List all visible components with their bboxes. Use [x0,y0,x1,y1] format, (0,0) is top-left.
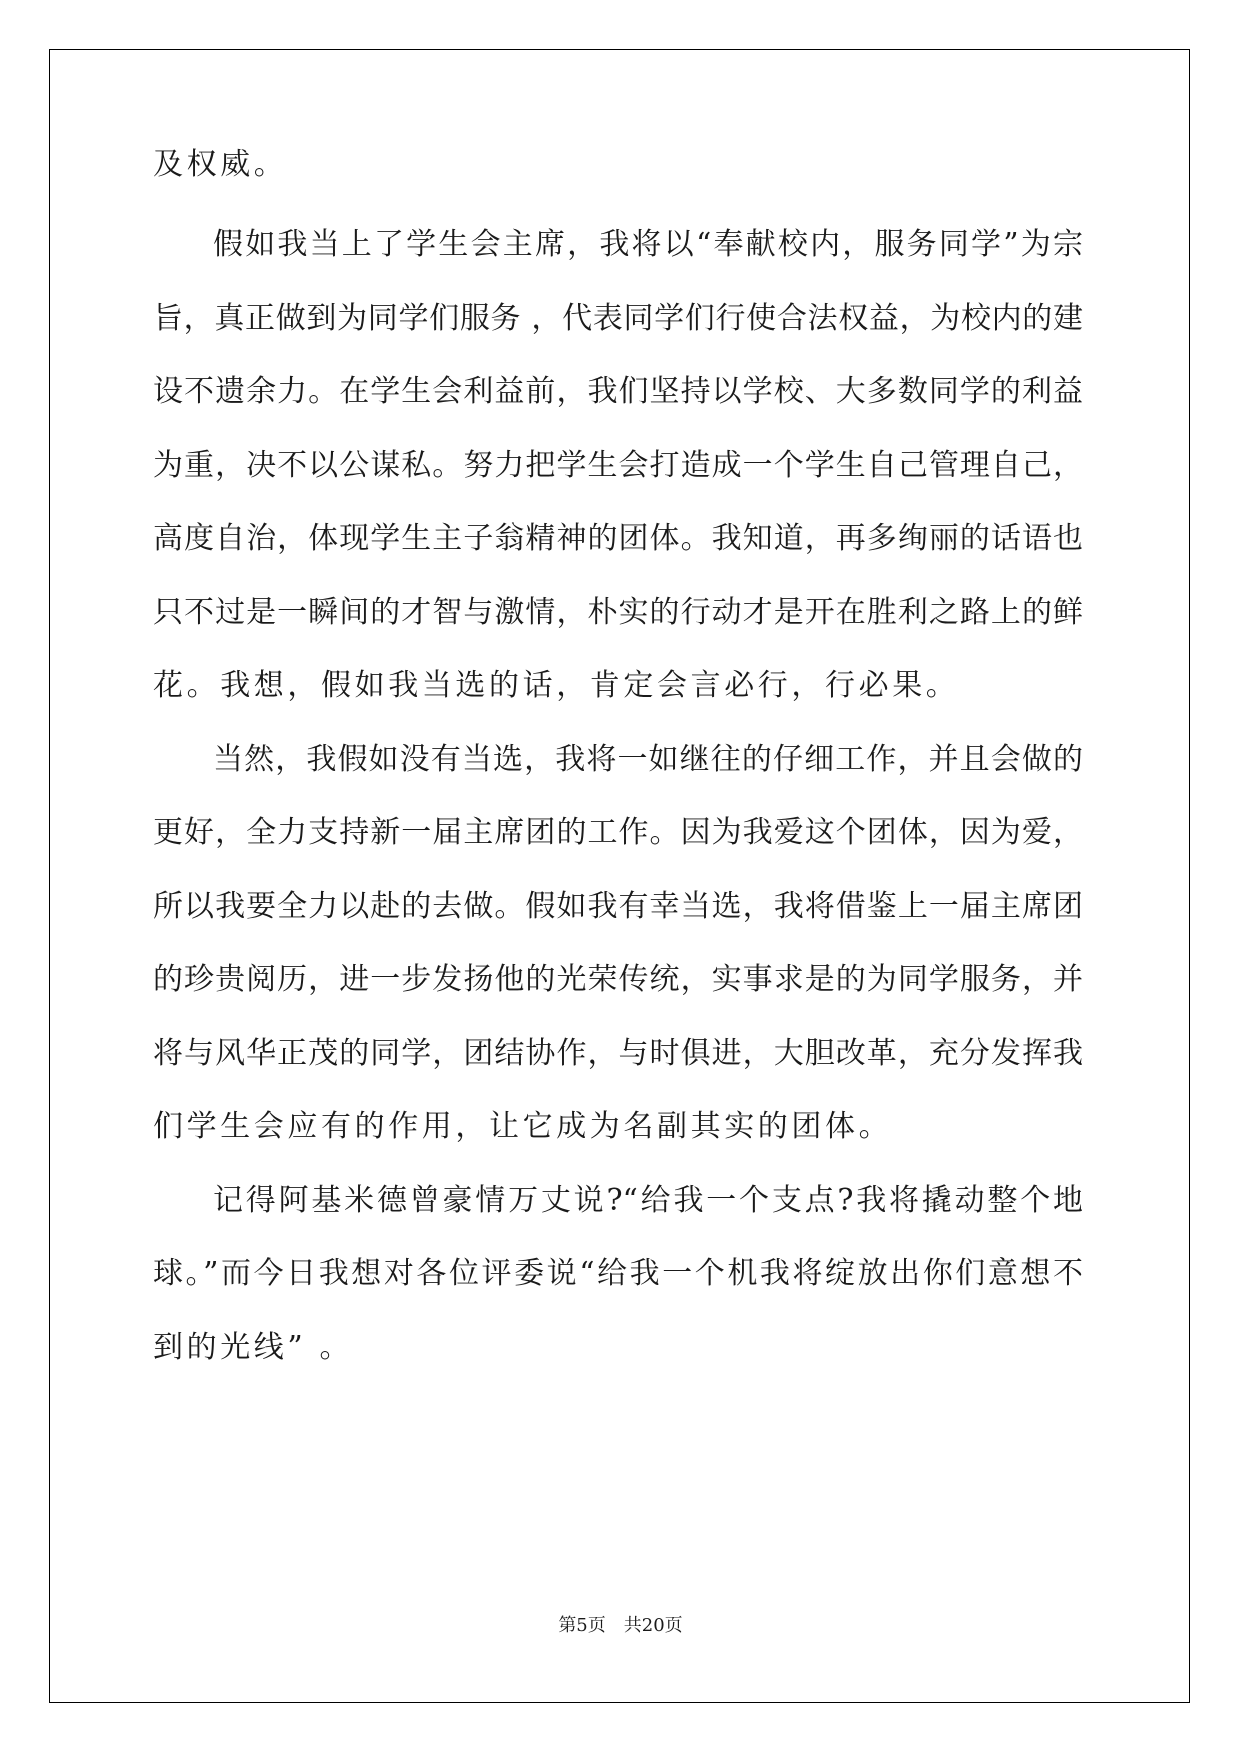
text-line: 设不遗余力。在学生会利益前，我们坚持以学校、大多数同学的利益 [153,374,1083,409]
paragraph-start-line: 假如我当上了学生会主席，我将以“奉献校内，服务同学”为宗 [213,227,1083,262]
page-border [49,49,1190,1703]
text-line: 高度自治，体现学生主子翁精神的团体。我知道，再多绚丽的话语也 [153,521,1083,556]
text-line: 及权威。 [153,147,288,182]
text-line: 的珍贵阅历，进一步发扬他的光荣传统，实事求是的为同学服务，并 [153,962,1083,997]
text-line: 花。我想，假如我当选的话，肯定会言必行，行必果。 [153,668,960,703]
text-line: 们学生会应有的作用，让它成为名副其实的团体。 [153,1109,893,1144]
text-line: 所以我要全力以赴的去做。假如我有幸当选，我将借鉴上一届主席团 [153,889,1083,924]
text-line: 将与风华正茂的同学，团结协作，与时俱进，大胆改革，充分发挥我 [153,1036,1083,1071]
paragraph-start-line: 记得阿基米德曾豪情万丈说?“给我一个支点?我将撬动整个地 [213,1183,1083,1218]
text-line: 为重，决不以公谋私。努力把学生会打造成一个学生自己管理自己， [153,448,1083,483]
text-line: 旨，真正做到为同学们服务 ，代表同学们行使合法权益，为校内的建 [153,301,1083,336]
text-line: 更好，全力支持新一届主席团的工作。因为我爱这个团体，因为爱， [153,815,1083,850]
text-line: 球。”而今日我想对各位评委说“给我一个机我将绽放出你们意想不 [153,1256,1083,1291]
paragraph-start-line: 当然，我假如没有当选，我将一如继往的仔细工作，并且会做的 [213,742,1083,777]
page-number: 第5页 [558,1615,606,1636]
text-line: 到的光线” 。 [153,1330,354,1365]
page-total: 共20页 [623,1615,683,1636]
page-footer [0,1614,1241,1638]
text-line: 只不过是一瞬间的才智与激情，朴实的行动才是开在胜利之路上的鲜 [153,595,1083,630]
